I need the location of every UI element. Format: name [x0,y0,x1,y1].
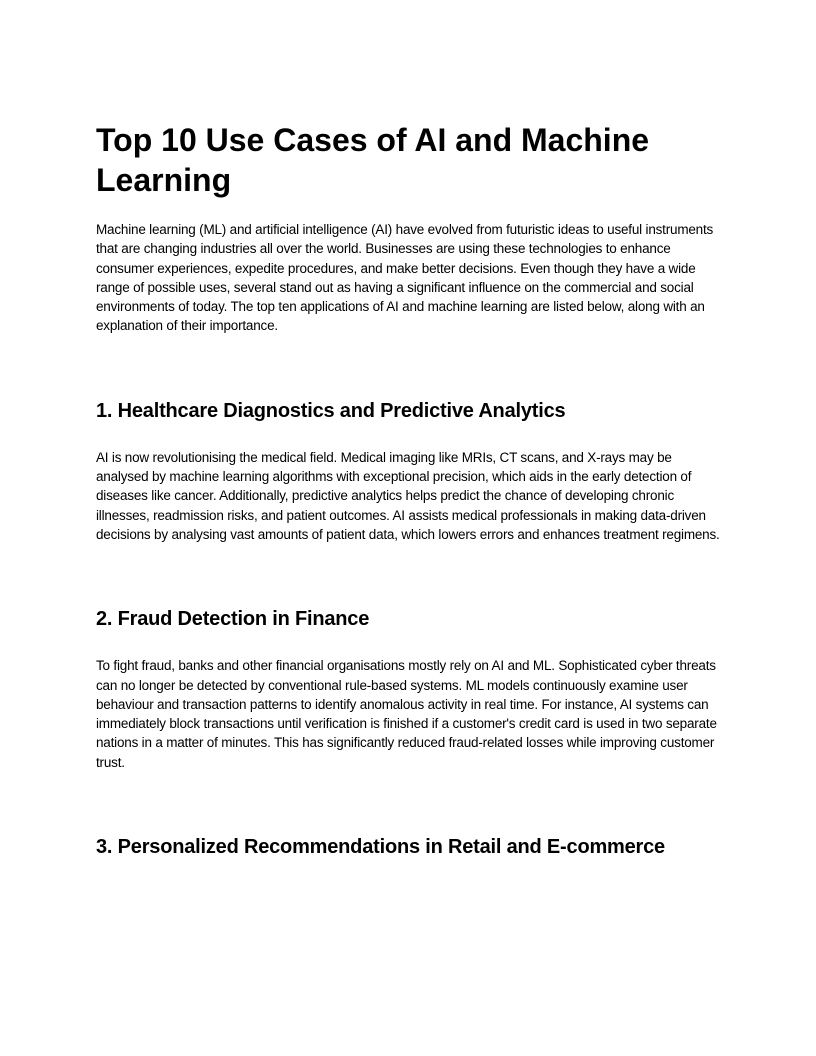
section-2-heading: 2. Fraud Detection in Finance [96,608,370,631]
section-3-heading: 3. Personalized Recommendations in Retail and E-commerce [96,836,665,859]
document-title: Top 10 Use Cases of AI and Machine Learning [96,122,650,198]
section-1-heading: 1. Healthcare Diagnostics and Predictive Analytics [96,399,566,422]
section-2-body: To fight fraud, banks and other financial organisations mostly rely on AI and ML. Sophisticated cyber threats can no longer be detected by conventional rule-based systems. ML models continuously examine user behaviour and transaction patterns to identify anomalous activity in real time. For instance, AI systems can immediately block transactions until verification is finished if a customer's credit card is used in two separate nations in a matter of minutes. This has significantly reduced fraud-related losses while improving customer trust. [96,658,717,770]
intro-paragraph: Machine learning (ML) and artificial intelligence (AI) have evolved from futuristic ideas to useful instruments that are changing industries all over the world. Businesses are using these technologies to enhance consumer experiences, expedite procedures, and make better decisions. Even though they have a wide range of possible uses, several stand out as having a significant influence on the commercial and social environments of today. The top ten applications of AI and machine learning are listed below, along with an explanation of their importance. [96,222,714,334]
section-1-body: AI is now revolutionising the medical field. Medical imaging like MRIs, CT scans, and X-rays may be analysed by machine learning algorithms with exceptional precision, which aids in the early detection of diseases like cancer. Additionally, predictive analytics helps predict the chance of developing chronic illnesses, readmission risks, and patient outcomes. AI assists medical professionals in making data-driven decisions by analysing vast amounts of patient data, which lowers errors and enhances treatment regimens. [96,449,720,542]
